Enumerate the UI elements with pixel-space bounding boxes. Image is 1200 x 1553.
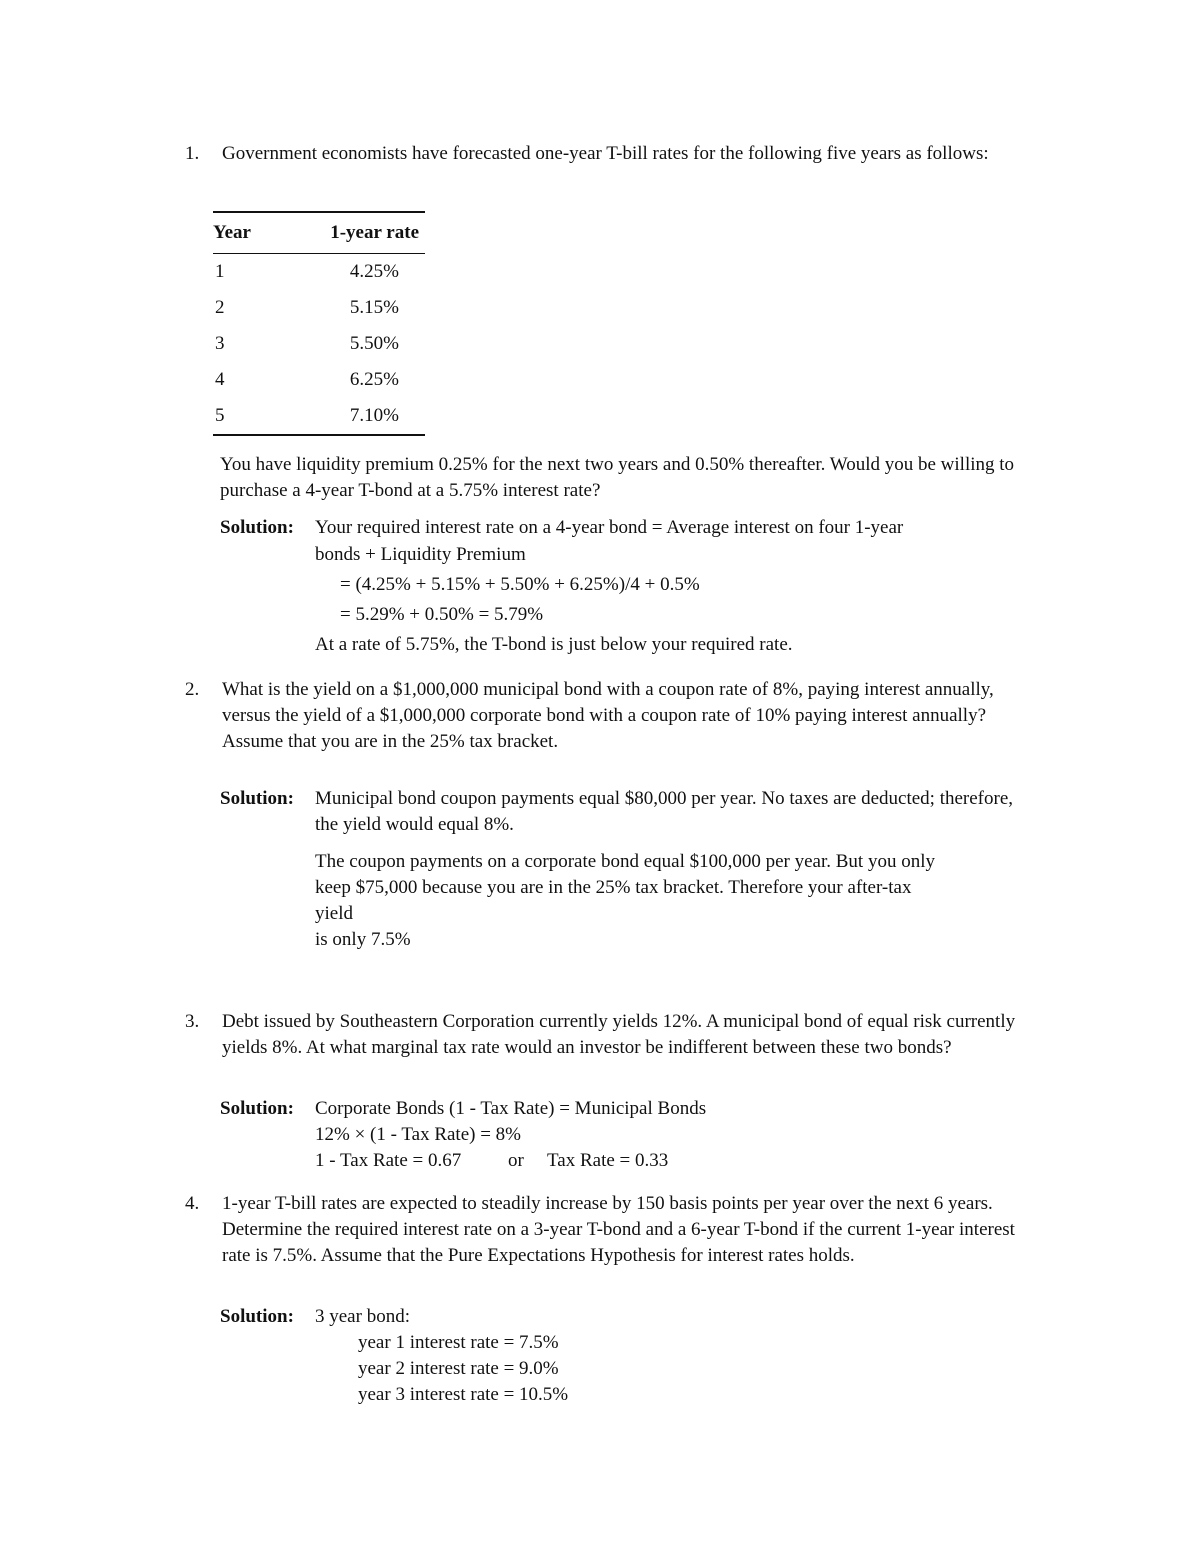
question-1-number: 1. bbox=[185, 143, 200, 164]
question-2-text: What is the yield on a $1,000,000 municipal bond with a coupon rate of 8%, paying interest annually, versus the yield of a $1,000,000 corporate bond with a coupon rate of 10% paying interest annually? Assume that you are in the 25% tax bracket. bbox=[222, 679, 994, 752]
question-2-solution-paragraph: Municipal bond coupon payments equal $80,000 per year. No taxes are deducted; therefore, the yield would equal 8%. bbox=[315, 788, 1014, 835]
question-1-solution-conclusion: At a rate of 5.75%, the T-bond is just below your required rate. bbox=[315, 634, 793, 655]
question-1-followup: You have liquidity premium 0.25% for the next two years and 0.50% thereafter. Would you be willing to purchase a 4-year T-bond at a 5.75% interest rate? bbox=[220, 454, 1015, 501]
question-4-solution-line: 3 year bond: bbox=[315, 1306, 410, 1327]
question-3-solution-line: 12% × (1 - Tax Rate) = 8% bbox=[315, 1124, 522, 1145]
table-header-row bbox=[213, 212, 425, 254]
question-3-number: 3. bbox=[185, 1011, 200, 1032]
question-3-solution-line: Corporate Bonds (1 - Tax Rate) = Municipal Bonds bbox=[315, 1098, 707, 1119]
rate-forecast-table bbox=[213, 211, 425, 436]
question-2-solution-line: keep $75,000 because you are in the 25% tax bracket. Therefore your after-tax bbox=[315, 877, 912, 898]
table-row bbox=[213, 254, 425, 291]
question-3-solution-label: Solution: bbox=[220, 1098, 294, 1119]
question-4-number: 4. bbox=[185, 1193, 200, 1214]
table-cell-rate: 4.25% bbox=[349, 261, 399, 282]
table-row bbox=[213, 326, 425, 362]
question-2-solution-line: The coupon payments on a corporate bond equal $100,000 per year. But you only bbox=[315, 851, 935, 872]
table-cell-rate: 6.25% bbox=[349, 369, 399, 390]
question-1-solution-equation: = 5.29% + 0.50% = 5.79% bbox=[340, 604, 544, 625]
table-cell-year: 5 bbox=[215, 405, 225, 426]
table-cell-rate: 5.15% bbox=[349, 297, 399, 318]
question-4-solution-line: year 2 interest rate = 9.0% bbox=[358, 1358, 559, 1379]
table-row bbox=[213, 362, 425, 398]
question-2-solution-line: is only 7.5% bbox=[315, 929, 411, 950]
table-header-year: Year bbox=[213, 212, 274, 254]
question-3-solution-line: Tax Rate = 0.33 bbox=[547, 1150, 669, 1171]
table-cell-year: 2 bbox=[215, 297, 225, 318]
table-cell-year: 4 bbox=[215, 369, 225, 390]
table-cell-rate: 7.10% bbox=[349, 405, 399, 426]
question-4-solution-line: year 1 interest rate = 7.5% bbox=[358, 1332, 559, 1353]
question-1-solution-label: Solution: bbox=[220, 517, 294, 538]
table-row bbox=[213, 290, 425, 326]
question-2-solution-line: yield bbox=[315, 903, 353, 924]
table-cell-year: 1 bbox=[215, 261, 225, 282]
question-3-text: Debt issued by Southeastern Corporation currently yields 12%. A municipal bond of equal risk currently yields 8%. At what marginal tax rate would an investor be indifferent between these two bonds? bbox=[222, 1011, 1016, 1058]
table-header-rate: 1-year rate bbox=[274, 212, 425, 254]
table-row bbox=[213, 398, 425, 435]
question-2-number: 2. bbox=[185, 679, 200, 700]
question-4-solution-line: year 3 interest rate = 10.5% bbox=[358, 1384, 569, 1405]
question-1-solution-line: bonds + Liquidity Premium bbox=[315, 544, 526, 565]
table-cell-rate: 5.50% bbox=[349, 333, 399, 354]
question-1-solution-line: Your required interest rate on a 4-year bond = Average interest on four 1-year bbox=[315, 517, 904, 538]
question-1-solution-equation: = (4.25% + 5.15% + 5.50% + 6.25%)/4 + 0.5% bbox=[340, 574, 700, 595]
question-3-solution-line: 1 - Tax Rate = 0.67 bbox=[315, 1150, 462, 1171]
table-cell-year: 3 bbox=[215, 333, 225, 354]
question-1-text: Government economists have forecasted one-year T-bill rates for the following five years as follows: bbox=[222, 143, 989, 164]
question-2-solution-label: Solution: bbox=[220, 788, 294, 809]
question-4-text: 1-year T-bill rates are expected to steadily increase by 150 basis points per year over the next 6 years. Determine the required interest rate on a 3-year T-bond and a 6-year T-bond if the current 1-year interest rate is 7.5%. Assume that the Pure Expectations Hypothesis for interest rates holds. bbox=[222, 1193, 1015, 1266]
question-4-solution-label: Solution: bbox=[220, 1306, 294, 1327]
question-3-solution-or: or bbox=[508, 1150, 524, 1171]
